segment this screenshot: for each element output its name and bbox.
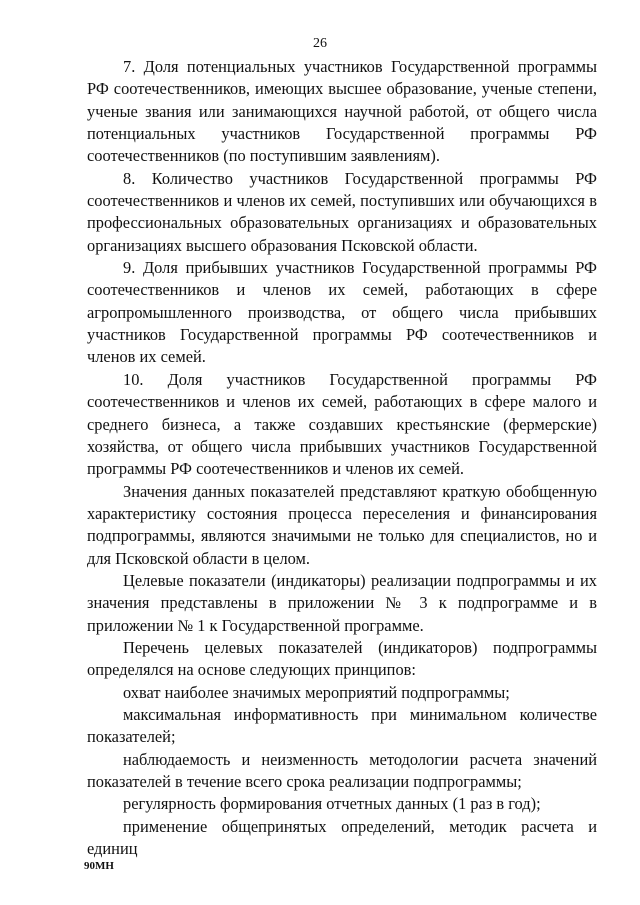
principle-item: наблюдаемость и неизменность методологии расчета значений показателей в течение всего срока реализации подпрограммы; [87,749,597,791]
principle-item: применение общепринятых определений, методик расчета и единиц [87,816,597,859]
paragraph-indicator-7: 7. Доля потенциальных участников Государственной программы РФ соотечественников, имеющих высшее образование, ученые степени, ученые звания или занимающихся научной работой, от общего числа потенциальных участников Государственной программы РФ соотечественников (по поступившим заявлениям). [87,57,597,166]
paragraph-indicator-9: 9. Доля прибывших участников Государственной программы РФ соотечественников и членов их семей, работающих в сфере агропромышленного производства, от общего числа прибывших участников Государственной программы РФ соотечественников и членов их семей. [87,258,597,367]
paragraph-indicators-summary: Значения данных показателей представляют краткую обобщенную характеристику состояния процесса переселения и финансирования подпрограммы, являются значимыми не только для специалистов, но и для Псковской области в целом. [87,481,597,568]
paragraph-indicator-8: 8. Количество участников Государственной программы РФ соотечественников и членов их семей, поступивших или обучающихся в профессиональных образовательных организациях и образовательных организациях высшего образования Псковской области. [87,168,597,255]
paragraph-indicators-appendix: Целевые показатели (индикаторы) реализации подпрограммы и их значения представлены в приложении № 3 к подпрограмме и в приложении № 1 к Государственной программе. [87,570,597,635]
principle-item: регулярность формирования отчетных данных (1 раз в год); [123,794,541,814]
principle-item: охват наиболее значимых мероприятий подпрограммы; [123,682,510,702]
paragraph-principles-intro: Перечень целевых показателей (индикаторов) подпрограммы определялся на основе следующих принципов: [87,637,597,680]
page-number: 26 [313,36,327,51]
footer-code: 90МН [84,860,114,872]
principle-item: максимальная информативность при минимальном количестве показателей; [87,704,597,747]
paragraph-indicator-10: 10. Доля участников Государственной программы РФ соотечественников и членов их семей, работающих в сфере малого и среднего бизнеса, а также создавших крестьянские (фермерские) хозяйства, от общего числа прибывших участников Государственной программы РФ соотечественников и членов их семей. [87,369,597,479]
document-body [87,56,597,860]
